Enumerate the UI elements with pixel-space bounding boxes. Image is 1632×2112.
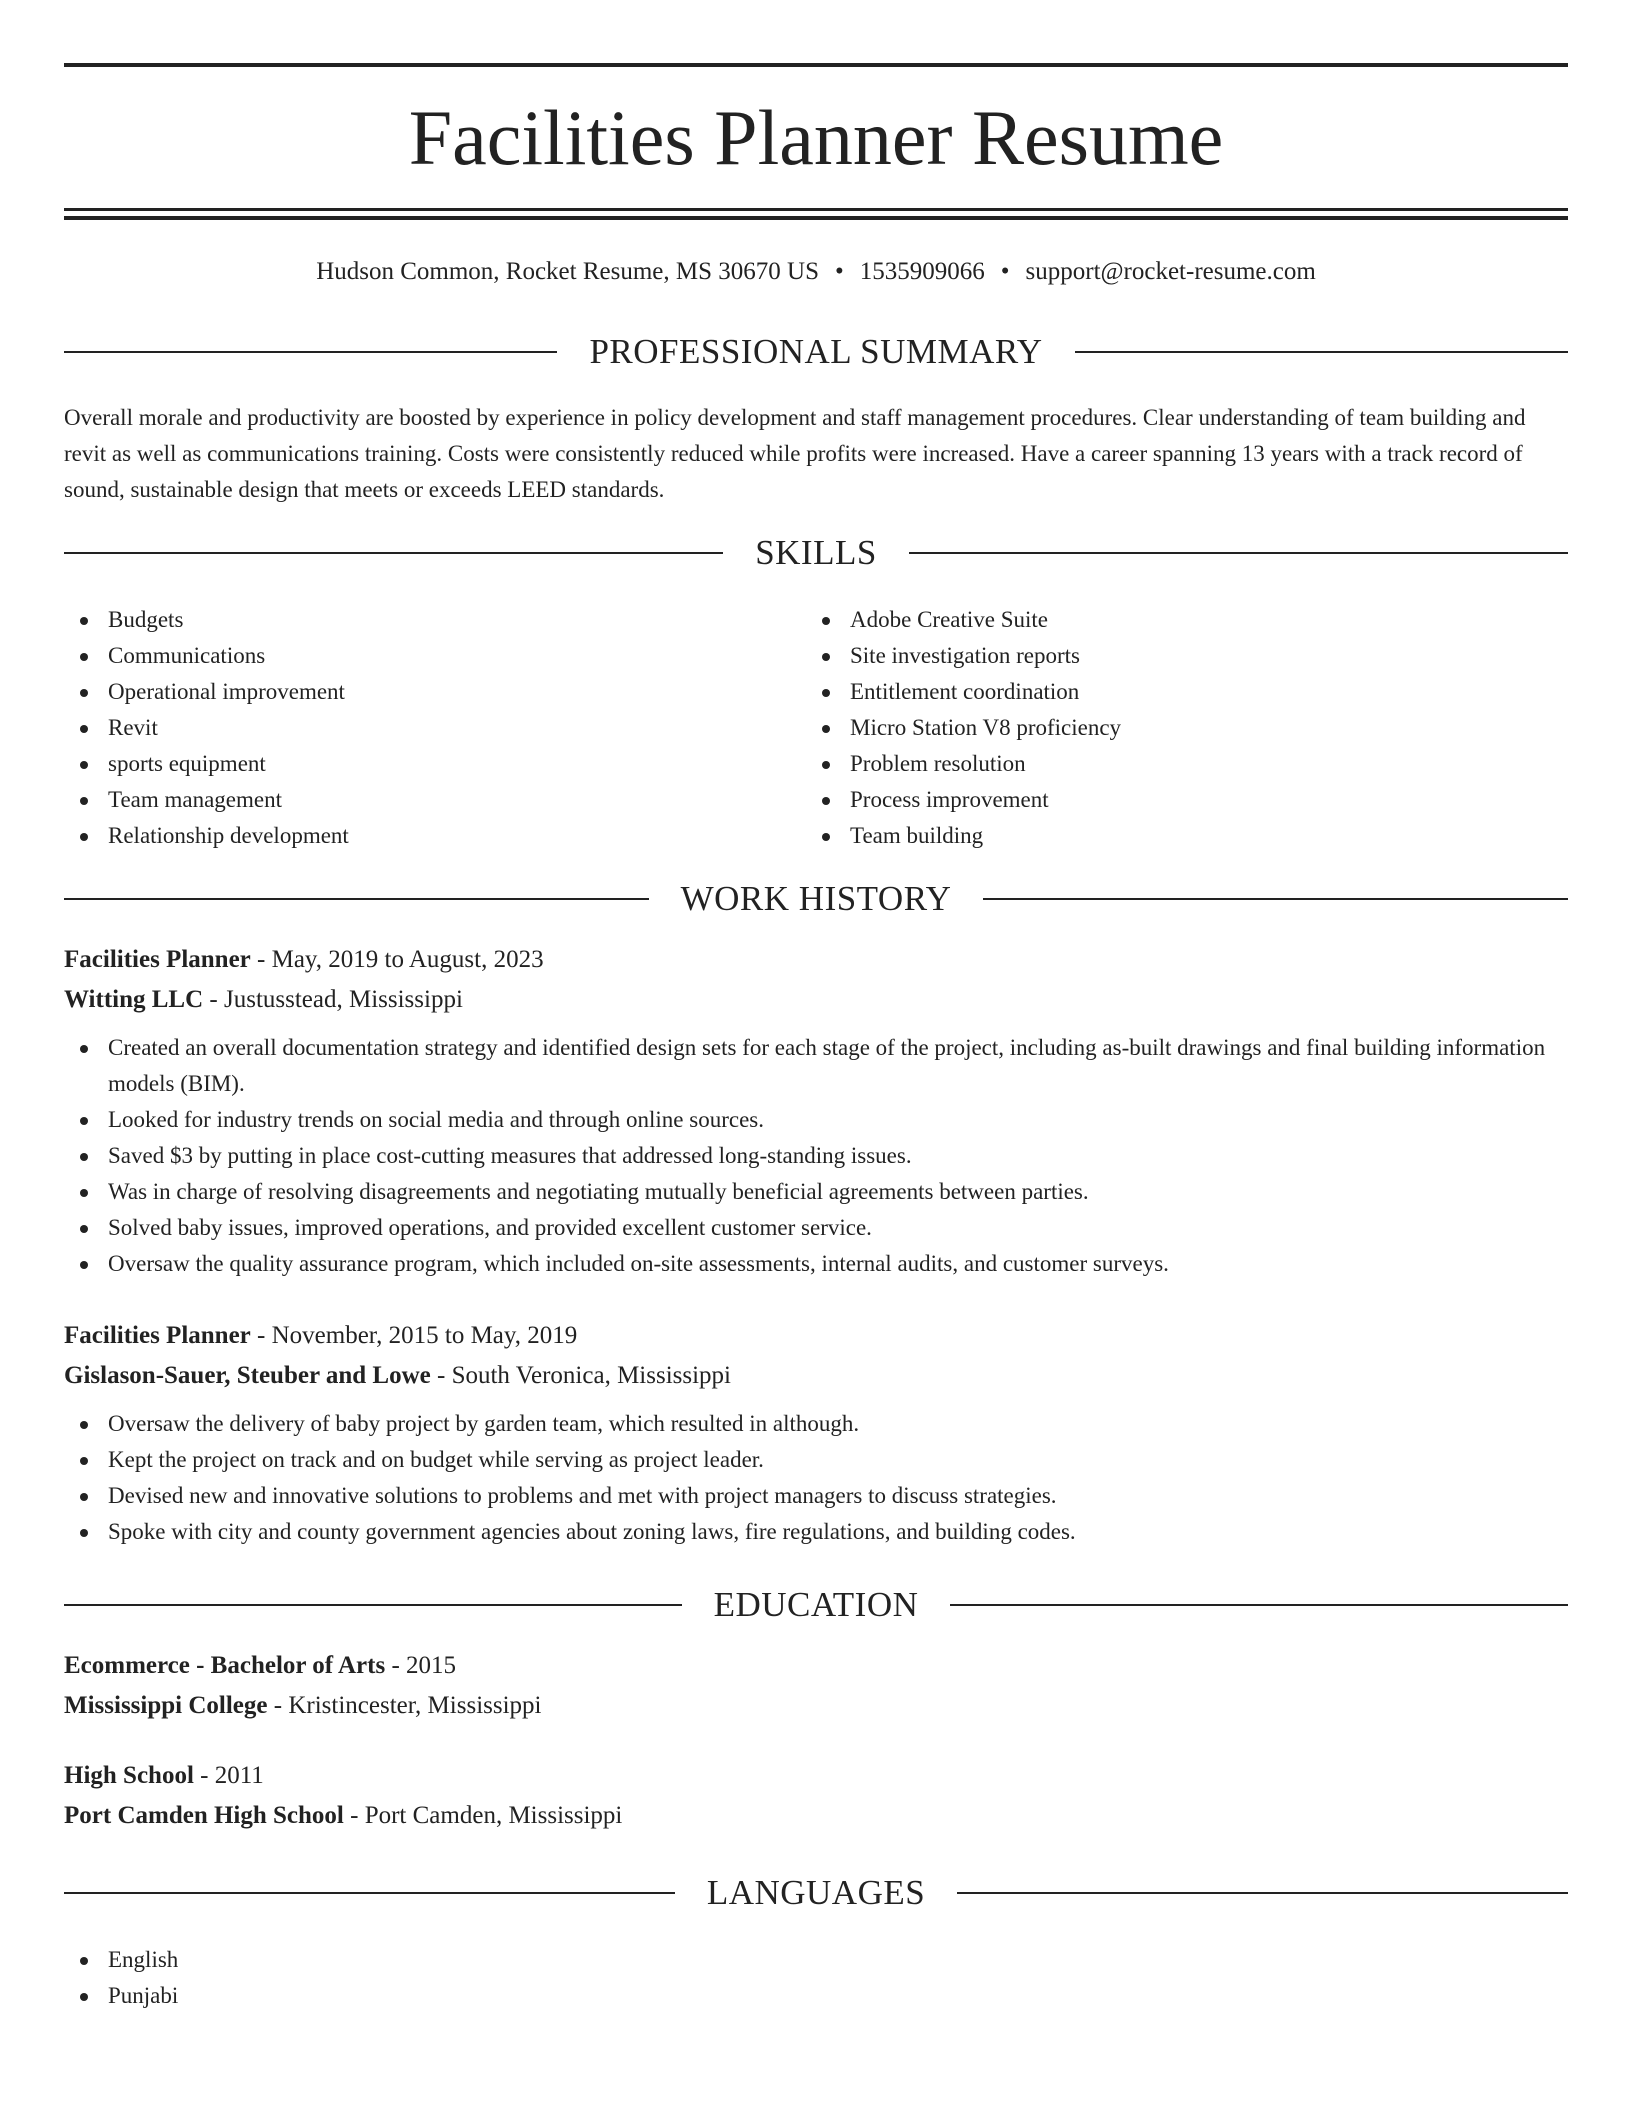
language-item: English xyxy=(64,1942,804,1978)
contact-address: Hudson Common, Rocket Resume, MS 30670 US xyxy=(316,258,819,285)
work-entry xyxy=(64,1316,1568,1550)
job-duty-item: Oversaw the quality assurance program, which included on-site assessments, internal audits, and customer surveys. xyxy=(64,1246,1568,1282)
education-entry xyxy=(64,1756,1568,1836)
contact-separator: • xyxy=(1000,258,1010,285)
skills-list-left xyxy=(64,602,804,854)
language-item: Punjabi xyxy=(64,1978,804,2014)
job-dates: - November, 2015 to May, 2019 xyxy=(250,1322,578,1349)
skill-item: sports equipment xyxy=(64,746,804,782)
skill-item: Relationship development xyxy=(64,818,804,854)
job-company: Witting LLC xyxy=(64,986,204,1013)
contact-email: support@rocket-resume.com xyxy=(1025,258,1316,285)
work-entry xyxy=(64,940,1568,1282)
section-title-skills: SKILLS xyxy=(755,533,877,572)
skill-item: Team building xyxy=(806,818,1546,854)
section-heading-education xyxy=(64,1583,1568,1627)
section-title-languages: LANGUAGES xyxy=(706,1873,926,1912)
job-duty-item: Kept the project on track and on budget while serving as project leader. xyxy=(64,1442,1568,1478)
skill-item: Communications xyxy=(64,638,804,674)
heading-rule xyxy=(909,552,1568,554)
degree-year: - 2011 xyxy=(193,1762,264,1789)
skill-item: Process improvement xyxy=(806,782,1546,818)
heading-rule xyxy=(64,351,557,353)
job-duty-item: Solved baby issues, improved operations, and provided excellent customer service. xyxy=(64,1210,1568,1246)
contact-line xyxy=(64,254,1568,290)
school-location: - Port Camden, Mississippi xyxy=(343,1802,623,1829)
skill-item: Problem resolution xyxy=(806,746,1546,782)
heading-rule xyxy=(983,898,1568,900)
heading-rule xyxy=(64,1892,675,1894)
job-title-line xyxy=(64,940,1568,980)
contact-phone: 1535909066 xyxy=(859,258,985,285)
degree-name: Ecommerce - Bachelor of Arts xyxy=(64,1652,386,1679)
title-rule-upper xyxy=(64,208,1568,211)
job-duty-item: Looked for industry trends on social media and through online sources. xyxy=(64,1102,1568,1138)
skill-item: Adobe Creative Suite xyxy=(806,602,1546,638)
contact-separator: • xyxy=(834,258,844,285)
skill-item: Micro Station V8 proficiency xyxy=(806,710,1546,746)
skill-item: Team management xyxy=(64,782,804,818)
job-duty-item: Oversaw the delivery of baby project by garden team, which resulted in although. xyxy=(64,1406,1568,1442)
heading-rule xyxy=(64,1604,682,1606)
school-line xyxy=(64,1796,1568,1836)
section-heading-skills xyxy=(64,531,1568,575)
summary-paragraph: Overall morale and productivity are boosted by experience in policy development and staff management procedures. Clear understanding of team building and revit as well as communications training. Costs were consistently reduced while profits were increased. Have a career spanning 13 years with a track record of sound, sustainable design that meets or exceeds LEED standards. xyxy=(64,405,1526,502)
skill-item: Revit xyxy=(64,710,804,746)
degree-line xyxy=(64,1646,1568,1686)
job-title-line xyxy=(64,1316,1568,1356)
school-location: - Kristincester, Mississippi xyxy=(267,1692,542,1719)
education-entry xyxy=(64,1646,1568,1726)
heading-rule xyxy=(950,1604,1568,1606)
job-duty-item: Saved $3 by putting in place cost-cutting measures that addressed long-standing issues. xyxy=(64,1138,1568,1174)
section-heading-summary xyxy=(64,330,1568,374)
languages-list xyxy=(64,1942,804,2014)
resume-title: Facilities Planner Resume xyxy=(408,94,1224,181)
section-title-work: WORK HISTORY xyxy=(680,879,952,918)
degree-year: - 2015 xyxy=(385,1652,457,1679)
job-duty-item: Spoke with city and county government agencies about zoning laws, fire regulations, and building codes. xyxy=(64,1514,1568,1550)
job-duty-item: Was in charge of resolving disagreements and negotiating mutually beneficial agreements between parties. xyxy=(64,1174,1568,1210)
school-name: Port Camden High School xyxy=(64,1802,344,1829)
skill-item: Operational improvement xyxy=(64,674,804,710)
job-dates: - May, 2019 to August, 2023 xyxy=(250,946,544,973)
section-title-summary: PROFESSIONAL SUMMARY xyxy=(589,332,1043,371)
section-heading-languages xyxy=(64,1871,1568,1915)
degree-name: High School xyxy=(64,1762,194,1789)
skill-item: Site investigation reports xyxy=(806,638,1546,674)
heading-rule xyxy=(957,1892,1568,1894)
job-title: Facilities Planner xyxy=(64,1322,251,1349)
heading-rule xyxy=(1075,351,1568,353)
job-duties-list xyxy=(64,1030,1568,1282)
job-title: Facilities Planner xyxy=(64,946,251,973)
school-name: Mississippi College xyxy=(64,1692,268,1719)
heading-rule xyxy=(64,552,723,554)
degree-line xyxy=(64,1756,1568,1796)
job-company-line xyxy=(64,1356,1568,1396)
job-duties-list xyxy=(64,1406,1568,1550)
skill-item: Budgets xyxy=(64,602,804,638)
heading-rule xyxy=(64,898,649,900)
section-title-education: EDUCATION xyxy=(713,1585,919,1624)
skills-list-right xyxy=(806,602,1546,854)
top-rule xyxy=(64,63,1568,67)
job-location: - South Veronica, Mississippi xyxy=(430,1362,731,1389)
job-duty-item: Created an overall documentation strategy and identified design sets for each stage of the project, including as-built drawings and final building information models (BIM). xyxy=(64,1030,1568,1102)
section-heading-work xyxy=(64,877,1568,921)
school-line xyxy=(64,1686,1568,1726)
skill-item: Entitlement coordination xyxy=(806,674,1546,710)
job-location: - Justusstead, Mississippi xyxy=(203,986,463,1013)
job-company: Gislason-Sauer, Steuber and Lowe xyxy=(64,1362,431,1389)
title-rule-lower xyxy=(64,216,1568,220)
job-duty-item: Devised new and innovative solutions to problems and met with project managers to discuss strategies. xyxy=(64,1478,1568,1514)
job-company-line xyxy=(64,980,1568,1020)
